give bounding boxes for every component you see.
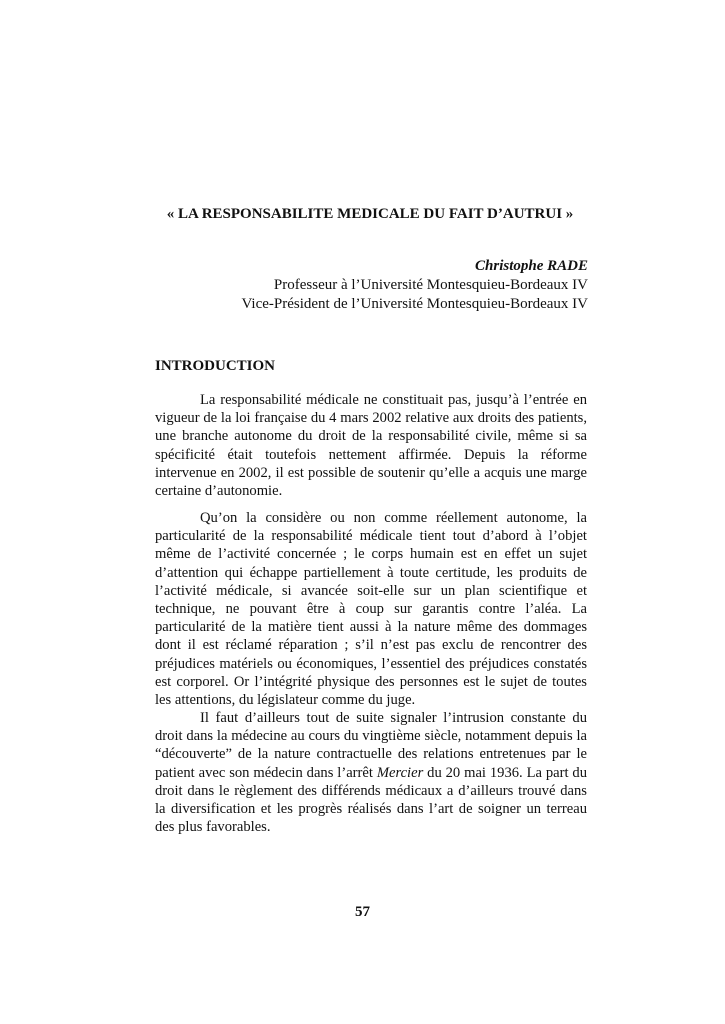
author-affiliation-2: Vice-Président de l’Université Montesquieu-Bordeaux IV [241,296,588,312]
paragraph-3-text-before: Il faut d’ailleurs tout de suite signaler l’intrusion constante du droit dans la médecine au cours du vingtième siècle, notamment depuis la “découverte” de la nature contractuelle des relations entretenues par le patient avec son médecin dans l’arrêt [155,710,587,781]
document-title: « LA RESPONSABILITE MEDICALE DU FAIT D’AUTRUI » [166,206,574,222]
paragraph-1: La responsabilité médicale ne constituait pas, jusqu’à l’entrée en vigueur de la loi française du 4 mars 2002 relative aux droits des patients, une branche autonome du droit de la responsabilité civile, même si sa spécificité était toutefois nettement affirmée. Depuis la réforme intervenue en 2002, il est possible de soutenir qu’elle a acquis une marge certaine d’autonomie. [155,392,587,500]
page-number: 57 [355,904,370,920]
author-block [241,257,588,314]
case-name-italic: Mercier [376,764,424,781]
paragraph-3-text-after: du 20 mai 1936. La part du droit dans le règlement des différends médicaux a d’ailleurs trouvé dans la diversification et les progrès réalisés dans l’art de soigner un terreau des plus favorables. [155,764,588,836]
author-affiliation-1: Professeur à l’Université Montesquieu-Bordeaux IV [273,277,588,293]
paragraph-3 [155,709,587,836]
section-heading: INTRODUCTION [155,358,276,374]
paragraph-2: Qu’on la considère ou non comme réellement autonome, la particularité de la responsabilité médicale tient tout d’abord à l’objet même de l’activité concernée ; le corps humain est en effet un sujet d’attention qui échappe partiellement à toute certitude, les produits de l’activité médicale, si avancée soit-elle sur un plan scientifique et technique, ne pouvant être à coup sur garantis contre l’aléa. La particularité de la matière tient aussi à la nature même des dommages dont il est réclamé réparation ; s’il n’est pas exclu de rencontrer des préjudices matériels ou économiques, l’essentiel des préjudices constatés est corporel. Or l’intégrité physique des personnes est le sujet de toutes les attentions, du législateur comme du juge. [155,510,587,709]
author-name: Christophe RADE [475,258,588,274]
